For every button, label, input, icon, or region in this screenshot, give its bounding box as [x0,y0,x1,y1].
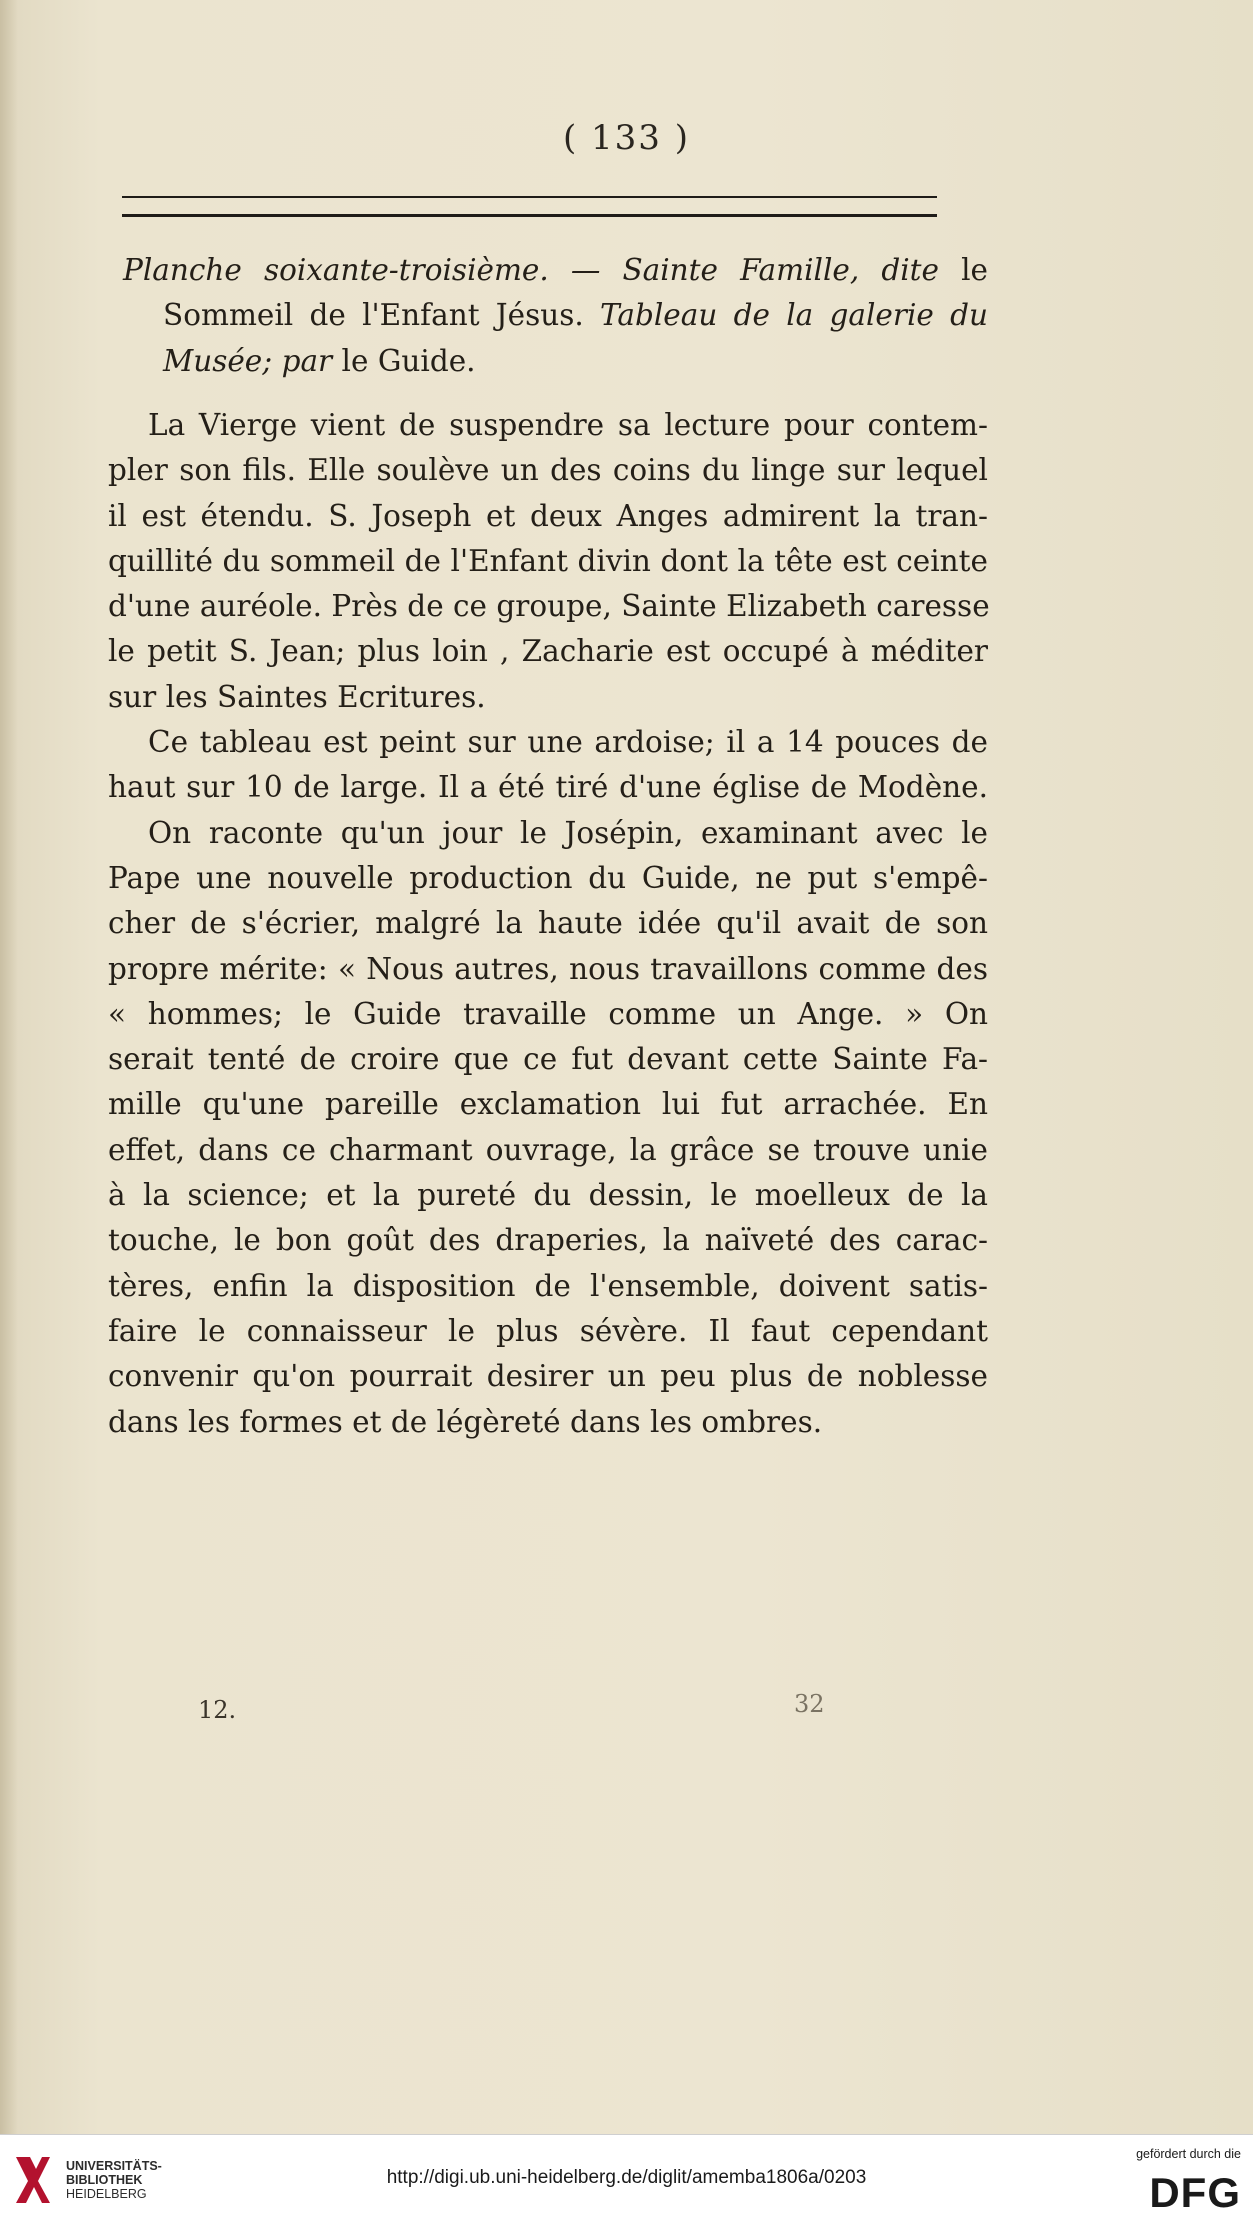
text-line: faire le connaisseur le plus sévère. Il faut cependant [108,1313,988,1348]
text-line: touche, le bon goût des draperies, la naïveté des carac- [108,1223,988,1258]
text-line: effet, dans ce charmant ouvrage, la grâce se trouve unie [108,1132,988,1167]
permalink-url[interactable]: http://digi.ub.uni-heidelberg.de/diglit/amemba1806a/0203 [386,2167,867,2188]
caption-title: Planche soixante-troisième. — Sainte Famille, dite [123,253,939,287]
text-line: d'une auréole. Près de ce groupe, Sainte Elizabeth caresse [108,589,990,624]
text-line: haut sur 10 de large. Il a été tiré d'une église de Modène. [108,770,988,805]
text-line: mille qu'une pareille exclamation lui fut arrachée. En [108,1087,988,1122]
page-edge-shadow [0,0,18,2134]
library-name-line-1: UNIVERSITÄTS- [66,2159,162,2173]
library-name-line-3: HEIDELBERG [66,2187,147,2201]
text-line: pler son fils. Elle soulève un des coins du linge sur lequel [108,453,988,488]
caption-line-1 [108,248,988,293]
caption-line3-end: le Guide. [341,343,476,378]
text-line: convenir qu'on pourrait desirer un peu plus de noblesse [108,1359,988,1394]
text-line: il est étendu. S. Joseph et deux Anges admirent la tran- [108,498,988,533]
header-rule-top [122,196,937,198]
text-line: dans les formes et de légèreté dans les ombres. [108,1404,823,1439]
body-text [108,403,988,1445]
caption-line2-italic: Tableau de la galerie du [600,298,988,333]
caption-line-3 [108,339,988,384]
text-line: cher de s'écrier, malgré la haute idée qu'il avait de son [108,906,988,941]
text-line: serait tenté de croire que ce fut devant cette Sainte Fa- [108,1042,988,1077]
caption-line3-italic: Musée; par [163,343,333,378]
caption-line-2 [108,293,988,338]
text-line: le petit S. Jean; plus loin , Zacharie est occupé à méditer [108,634,988,669]
caption-line2-start: Sommeil de l'Enfant Jésus. [163,298,584,333]
dfg-logo[interactable]: DFG [1149,2169,1241,2216]
text-line: Pape une nouvelle production du Guide, ne put s'empê- [108,860,988,895]
text-line: On raconte qu'un jour le Josépin, examinant avec le [148,815,988,850]
signature-mark-left: 12. [198,1696,237,1724]
library-name-line-2: BIBLIOTHEK [66,2173,143,2187]
signature-mark-right: 32 [794,1690,825,1718]
text-line: à la science; et la pureté du dessin, le moelleux de la [108,1178,988,1213]
text-line: « hommes; le Guide travaille comme un Ange. » On [108,996,988,1031]
text-line: tères, enfin la disposition de l'ensemble, doivent satis- [108,1268,988,1303]
text-line: Ce tableau est peint sur une ardoise; il a 14 pouces de [148,725,988,760]
page-number: ( 133 ) [562,118,691,158]
text-line: sur les Saintes Ecritures. [108,679,486,714]
viewer-footer [0,2134,1253,2224]
caption-line1-end: le [961,253,988,287]
text-line: propre mérite: « Nous autres, nous travaillons comme des [108,951,988,986]
plate-caption [108,248,988,384]
funding-note: gefördert durch die [1136,2147,1241,2161]
text-line: La Vierge vient de suspendre sa lecture pour contem- [148,408,988,442]
text-line: quillité du sommeil de l'Enfant divin dont la tête est ceinte [108,543,988,578]
header-rule-bottom [122,214,937,217]
